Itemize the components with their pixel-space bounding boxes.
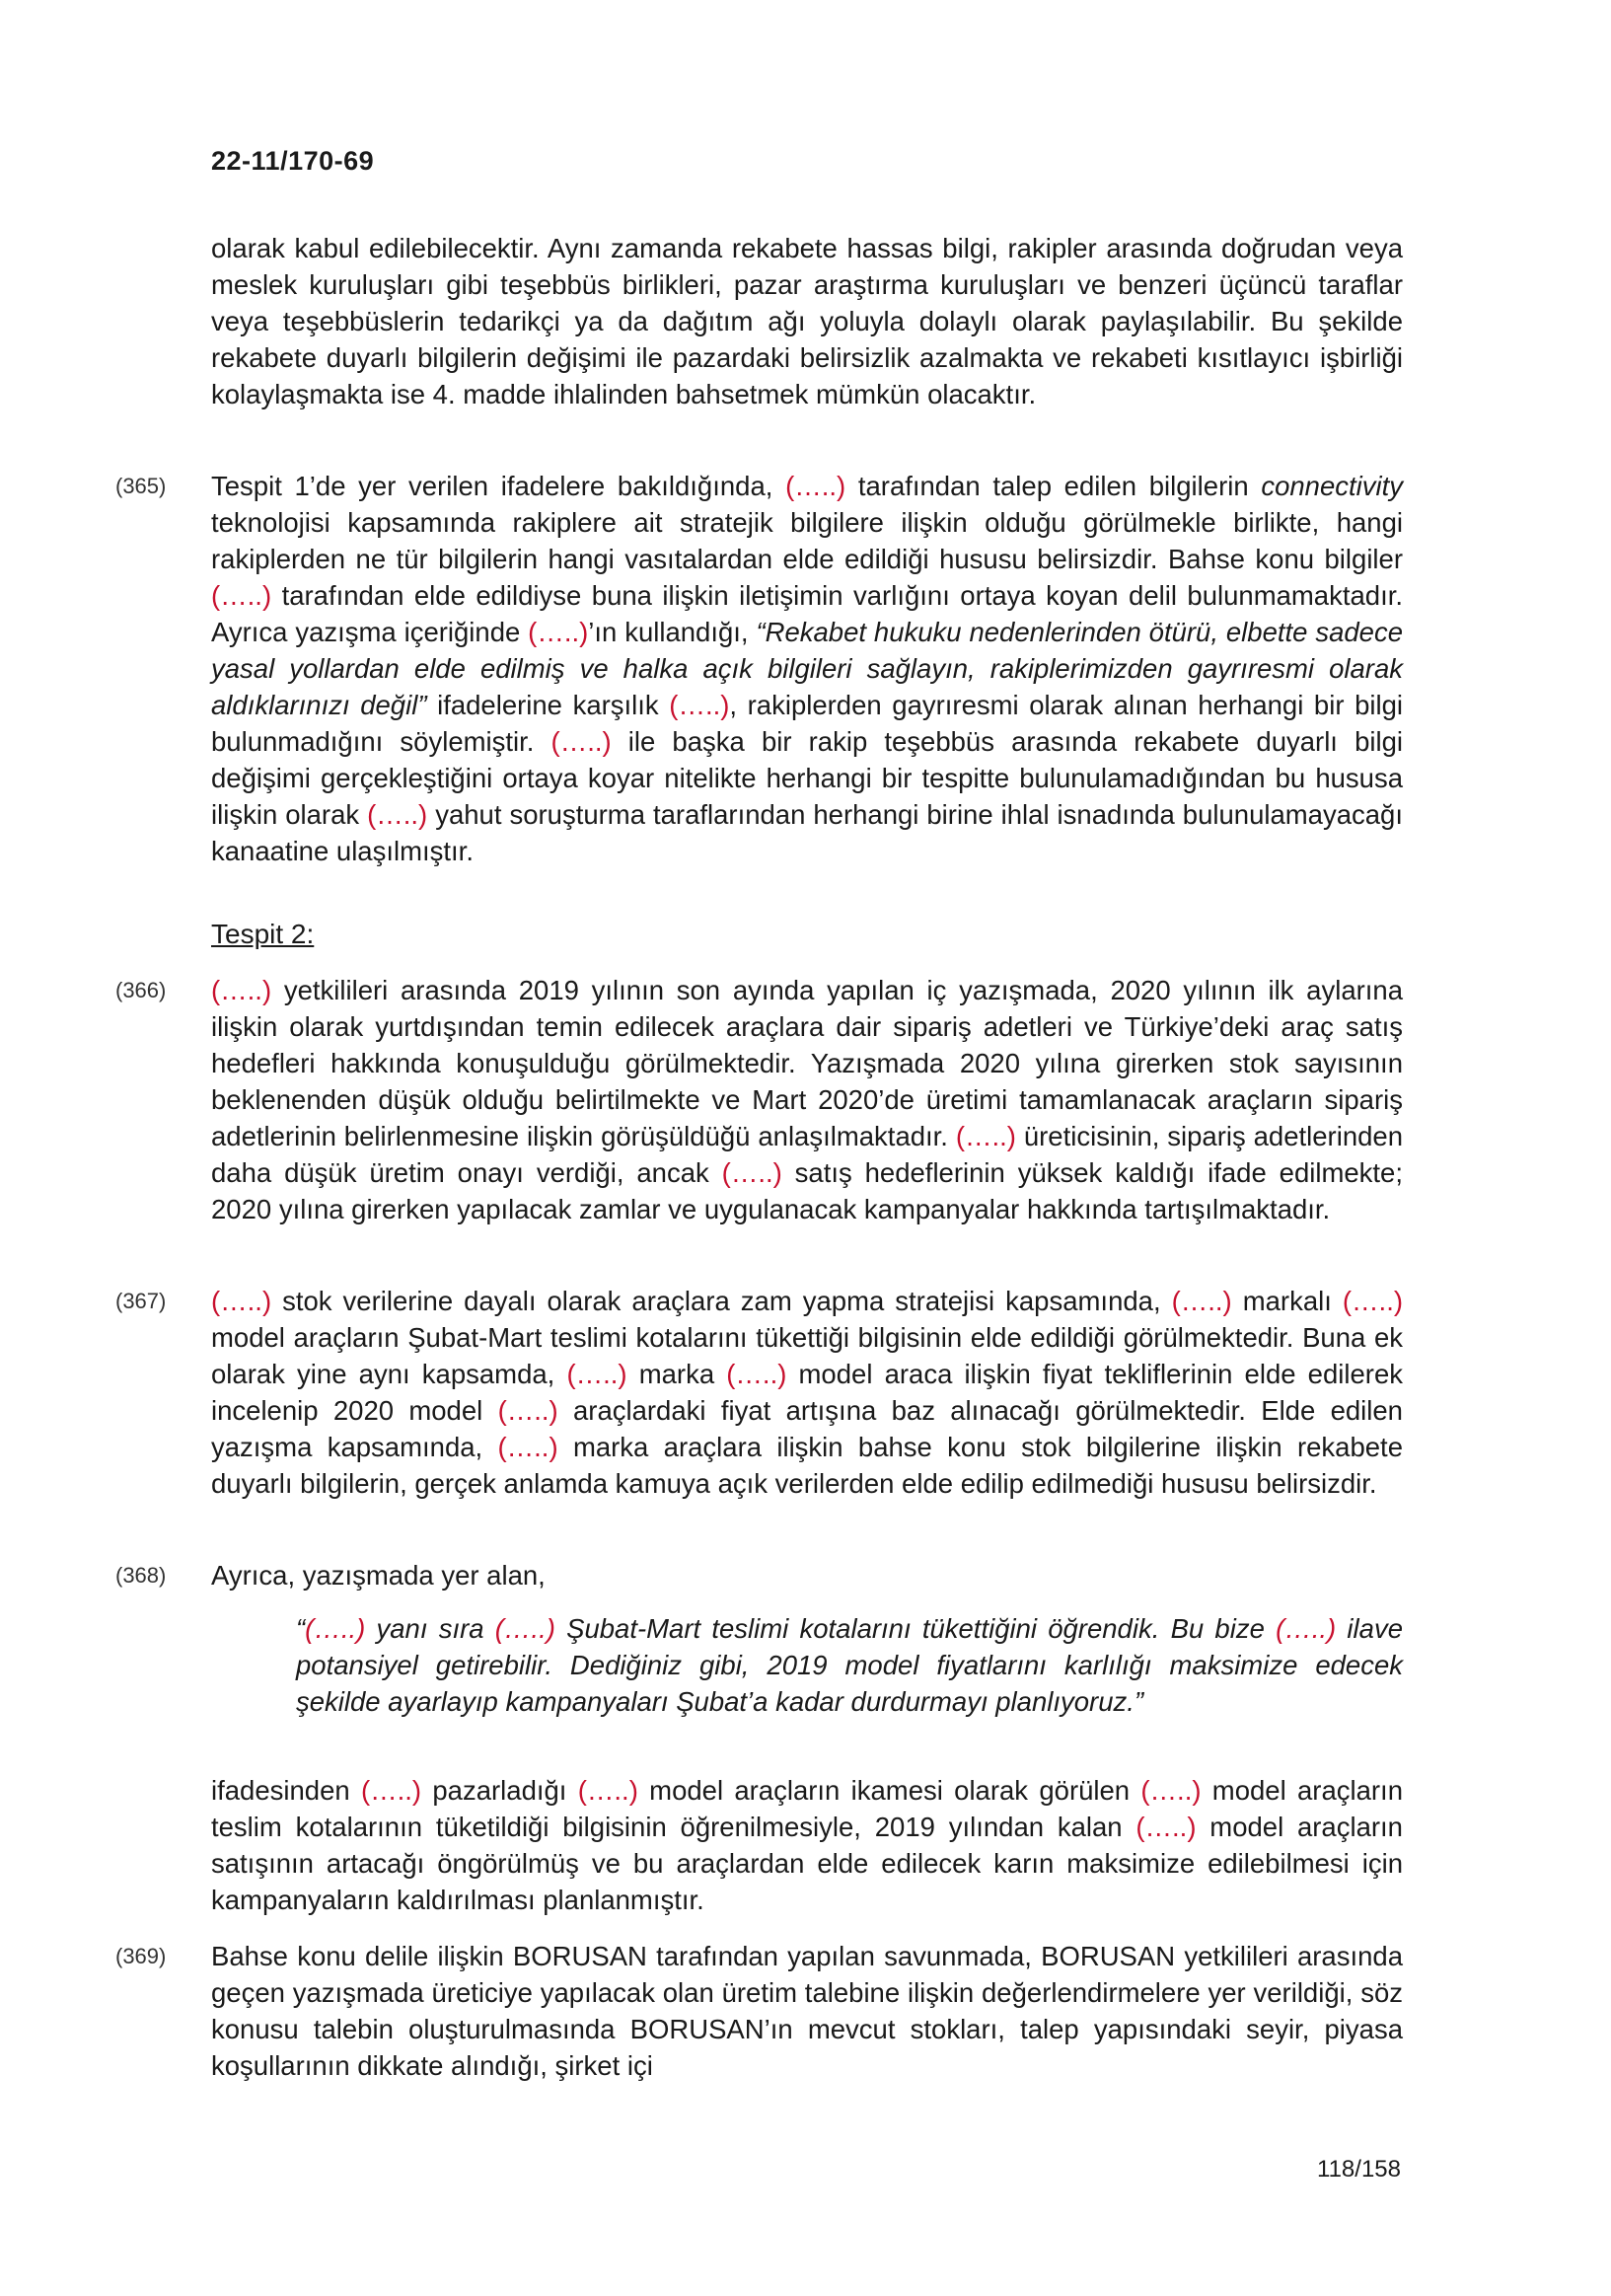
- text-segment: ’ın kullandığı,: [588, 617, 757, 647]
- paragraph-number: (369): [115, 1944, 167, 1968]
- text-segment: teknolojisi kapsamında rakiplere ait stratejik bilgilere ilişkin olduğu görülmekle birlikte, hangi rakiplerden ne tür bilgilerin hangi vasıtalardan elde edildiği hususu belirsizdir. Bahse konu bilgiler: [211, 507, 1403, 574]
- redacted-placeholder: (…..): [494, 1613, 555, 1644]
- text-segment: model araçların teslim kotalarının tüketildiği bilgisinin öğrenilmesiyle, 2019 yılından kalan: [211, 1775, 1403, 1842]
- redacted-placeholder: (…..): [211, 1286, 272, 1316]
- redacted-placeholder: (…..): [577, 1775, 638, 1806]
- text-segment: satış hedeflerinin yüksek kaldığı ifade edilmekte; 2020 yılına girerken yapılacak zamlar ve uygulanacak kampanyalar hakkında tartışılmaktadır.: [211, 1157, 1403, 1224]
- quote-segment: ilave potansiyel getirebilir. Dediğiniz gibi, 2019 model fiyatlarını karlılığı maksimize edecek şekilde ayarlayıp kampanyaları Şubat’a kadar durdurmayı planlıyoruz.”: [296, 1613, 1403, 1717]
- paragraph-number: (368): [115, 1563, 167, 1588]
- paragraph-367: [211, 1283, 1403, 1502]
- text-segment: pazarladığı: [421, 1775, 578, 1806]
- paragraph-number: (366): [115, 978, 167, 1002]
- redacted-placeholder: (…..): [497, 1395, 558, 1426]
- redacted-placeholder: (…..): [360, 1775, 422, 1806]
- text-segment: yahut soruşturma taraflarından herhangi birine ihlal isnadında bulunulamayacağı kanaatine ulaşılmıştır.: [211, 799, 1403, 866]
- quote-segment: yanı sıra: [365, 1613, 495, 1644]
- redacted-placeholder: (…..): [566, 1359, 627, 1389]
- redacted-placeholder: (…..): [305, 1613, 366, 1644]
- italic-text: connectivity: [1261, 471, 1403, 501]
- text-segment: ifadesinden: [211, 1775, 361, 1806]
- text-segment: model araçların ikamesi olarak görülen: [637, 1775, 1141, 1806]
- text-segment: yetkilileri arasında 2019 yılının son ayında yapılan iç yazışmada, 2020 yılının ilk aylarına ilişkin olarak yurtdışından temin edilecek araçlara dair sipariş adetleri ve Türkiye’deki araç satış hedefleri hakkında konuşulduğu görülmektedir. Yazışmada 2020 yılına girerken stok sayısının beklenenden düşük olduğu belirtilmekte ve Mart 2020’de üretimi tamamlanacak araçların sipariş adetlerinin belirlenmesine ilişkin görüşüldüğü anlaşılmaktadır.: [211, 975, 1403, 1151]
- redacted-placeholder: (…..): [367, 799, 428, 830]
- paragraph-text: olarak kabul edilebilecektir. Aynı zamanda rekabete hassas bilgi, rakipler arasında doğrudan veya meslek kuruluşları gibi teşebbüs birlikleri, pazar araştırma kuruluşları ve benzeri üçüncü taraflar veya teşebbüslerin tedarikçi ya da dağıtım ağı yoluyla dolaylı olarak paylaşılabilir. Bu şekilde rekabete duyarlı bilgilerin değişimi ile pazardaki belirsizlik azalmakta ve rekabeti kısıtlayıcı işbirliği kolaylaşmakta ise 4. madde ihlalinden bahsetmek mümkün olacaktır.: [211, 233, 1403, 409]
- text-segment: araçlardaki fiyat artışına baz alınacağı görülmektedir. Elde edilen yazışma kapsamında,: [211, 1395, 1403, 1462]
- document-number: 22-11/170-69: [211, 146, 375, 176]
- text-segment: tarafından elde edildiyse buna ilişkin iletişimin varlığını ortaya koyan delil bulunmamaktadır. Ayrıca yazışma içeriğinde: [211, 580, 1403, 647]
- text-segment: , rakiplerden gayrıresmi olarak alınan herhangi bir bilgi bulunmadığını söylemiştir.: [211, 690, 1403, 757]
- text-segment: Tespit 1’de yer verilen ifadelere bakıldığında,: [211, 471, 786, 501]
- redacted-placeholder: (…..): [785, 471, 846, 501]
- text-segment: üreticisinin, sipariş adetlerinden daha düşük üretim onayı verdiği, ancak: [211, 1121, 1404, 1188]
- redacted-placeholder: (…..): [1140, 1775, 1202, 1806]
- redacted-placeholder: (…..): [1171, 1286, 1232, 1316]
- paragraph-intro: [211, 230, 1403, 412]
- redacted-placeholder: (…..): [497, 1432, 558, 1462]
- redacted-placeholder: (…..): [1276, 1613, 1337, 1644]
- text-segment: model araçların satışının artacağı öngörülmüş ve bu araçlardan elde edilecek karın maksimize edilebilmesi için kampanyaların kaldırılması planlanmıştır.: [211, 1812, 1403, 1915]
- redacted-placeholder: (…..): [955, 1121, 1016, 1151]
- text-segment: stok verilerine dayalı olarak araçlara zam yapma stratejisi kapsamında,: [271, 1286, 1172, 1316]
- paragraph-369: [211, 1938, 1403, 2084]
- redacted-placeholder: (…..): [528, 617, 589, 647]
- page-number: 118/158: [1317, 2156, 1401, 2183]
- redacted-placeholder: (…..): [721, 1157, 782, 1188]
- quote-segment: “: [296, 1613, 306, 1644]
- redacted-placeholder: (…..): [726, 1359, 787, 1389]
- redacted-placeholder: (…..): [550, 726, 612, 757]
- redacted-placeholder: (…..): [669, 690, 730, 720]
- text-segment: ifadelerine karşılık: [426, 690, 670, 720]
- text-segment: marka: [626, 1359, 727, 1389]
- redacted-placeholder: (…..): [1135, 1812, 1197, 1842]
- text-segment: model araçların Şubat-Mart teslimi kotalarını tükettiği bilgisinin elde edildiği görülmektedir. Buna ek olarak yine aynı kapsamda,: [211, 1322, 1403, 1389]
- redacted-placeholder: (…..): [211, 975, 272, 1005]
- text-segment: tarafından talep edilen bilgilerin: [845, 471, 1262, 501]
- paragraph-368: [211, 1557, 1403, 1593]
- redacted-placeholder: (…..): [1342, 1286, 1403, 1316]
- text-segment: model araca ilişkin fiyat tekliflerinin elde edilerek incelenip 2020 model: [211, 1359, 1403, 1426]
- text-segment: Ayrıca, yazışmada yer alan,: [211, 1560, 546, 1591]
- redacted-placeholder: (…..): [211, 580, 272, 611]
- quote-segment: Şubat-Mart teslimi kotalarını tükettiğini öğrendik. Bu bize: [554, 1613, 1277, 1644]
- text-segment: Bahse konu delile ilişkin BORUSAN tarafından yapılan savunmada, BORUSAN yetkilileri arasında geçen yazışmada üreticiye yapılacak olan üretim talebine ilişkin değerlendirmelere yer verildiği, söz konusu talebin oluşturulmasında BORUSAN’ın mevcut stokları, talep yapısındaki seyir, piyasa koşullarının dikkate alındığı, şirket içi: [211, 1941, 1403, 2081]
- text-segment: marka araçlara ilişkin bahse konu stok bilgilerine ilişkin rekabete duyarlı bilgilerin, gerçek anlamda kamuya açık verilerden elde edilip edilmediği hususu belirsizdir.: [211, 1432, 1403, 1499]
- paragraph-368-continued: [211, 1772, 1403, 1918]
- paragraph-number: (365): [115, 474, 167, 498]
- italic-quote: “Rekabet hukuku nedenlerinden ötürü, elbette sadece yasal yollardan elde edilmiş ve halka açık bilgileri sağlayın, rakiplerimizden gayrıresmi olarak aldıklarınızı değil”: [211, 617, 1403, 720]
- text-segment: ile başka bir rakip teşebbüs arasında rekabete duyarlı bilgi değişimi gerçekleştiğini ortaya koyar nitelikte herhangi bir tespitte bulunulamadığından bu hususa ilişkin olarak: [211, 726, 1403, 830]
- paragraph-365: [211, 468, 1403, 869]
- text-segment: markalı: [1231, 1286, 1343, 1316]
- section-heading: Tespit 2:: [211, 919, 315, 949]
- paragraph-number: (367): [115, 1289, 167, 1313]
- quote-block: [296, 1610, 1403, 1720]
- paragraph-366: [211, 972, 1403, 1227]
